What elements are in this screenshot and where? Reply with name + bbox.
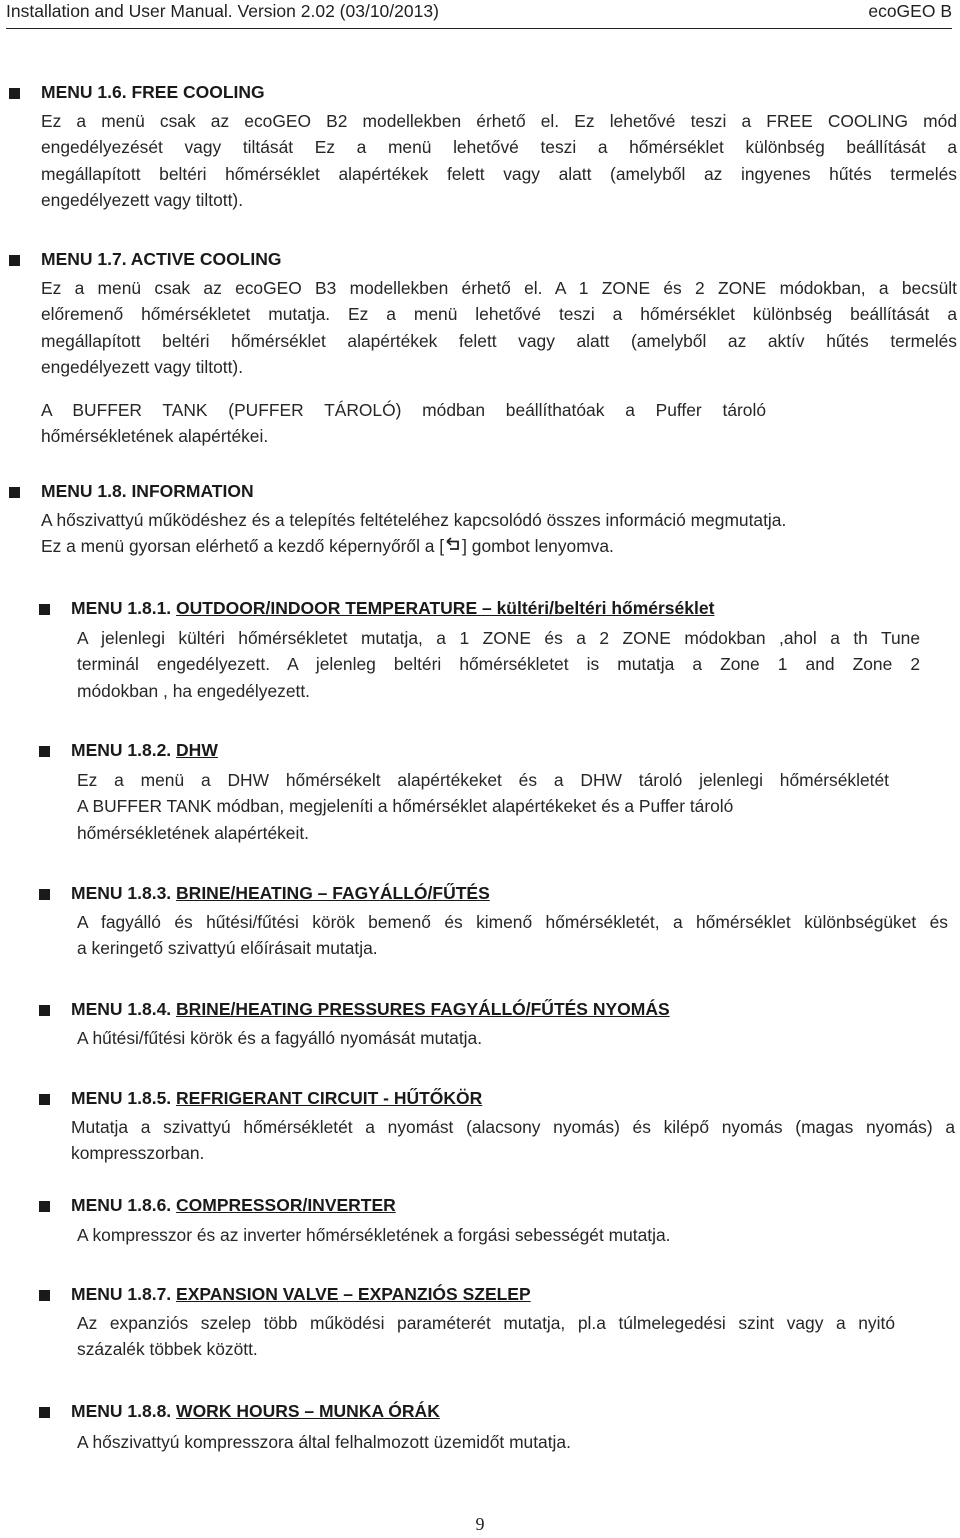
section-heading [71,1284,531,1305]
section-heading: MENU 1.6. FREE COOLING [41,82,265,102]
body-line: kompresszorban. [71,1143,205,1164]
section-body [77,1429,937,1455]
bullet-icon [9,88,20,99]
body-line: százalék többek között. [77,1339,258,1360]
section-body [77,767,889,846]
bullet-icon [39,1005,50,1016]
heading-number: MENU 1.8.3. [71,883,177,903]
body-line: Mutatja a szivattyú hőmérsékletét a nyomást (alacsony nyomás) és kilépő nyomás (magas nyomás) a [71,1117,955,1137]
body-line: módokban , ha engedélyezett. [77,680,311,701]
section-heading [71,999,670,1020]
body-line: A BUFFER TANK (PUFFER TÁROLÓ) módban beállíthatóak a Puffer tároló [41,400,766,420]
heading-title: OUTDOOR/INDOOR TEMPERATURE – kültéri/beltéri hőmérséklet [176,598,715,618]
body-line: A jelenlegi kültéri hőmérsékletet mutatja, a 1 ZONE és a 2 ZONE módokban ,ahol a th Tune [77,628,920,648]
section-body [77,909,948,962]
bullet-icon [39,889,50,900]
heading-number: MENU 1.8.6. [71,1195,177,1215]
section-heading [71,1401,440,1422]
body-line: A hűtési/fűtési körök és a fagyálló nyomását mutatja. [77,1028,483,1048]
body-text: ] gombot lenyomva. [462,536,614,557]
heading-number: MENU 1.8.8. [71,1401,177,1421]
manual-title: Installation and User Manual. Version 2.02 (03/10/2013) [6,1,439,21]
body-line: előremenő hőmérsékletet mutatja. Ez a menü lehetővé teszi a hőmérséklet különbség beállítását a [41,304,957,325]
body-line: A hőszivattyú kompresszora által felhalmozott üzemidőt mutatja. [77,1432,571,1452]
heading-title: REFRIGERANT CIRCUIT - HŰTŐKÖR [176,1088,483,1108]
section-heading: MENU 1.7. ACTIVE COOLING [41,249,282,269]
section-body [77,1222,937,1248]
section-heading [71,1195,396,1216]
bullet-icon [39,1201,50,1212]
heading-title: BRINE/HEATING – FAGYÁLLÓ/FŰTÉS [176,883,490,903]
body-line: engedélyezett vagy tiltott). [41,189,244,210]
body-line: Ez a menü a DHW hőmérsékelt alapértékeket és a DHW tároló jelenlegi hőmérsékletét [77,770,889,790]
heading-title: COMPRESSOR/INVERTER [176,1195,396,1215]
section-body [41,275,957,380]
body-line: Ez a menü csak az ecoGEO B3 modellekben érhető el. A 1 ZONE és 2 ZONE módokban, a becsült [41,278,957,298]
heading-number: MENU 1.8.7. [71,1284,177,1304]
body-line [41,533,941,559]
body-line: hőmérsékletének alapértékei. [41,426,269,447]
body-line: A hőszivattyú működéshez és a telepítés feltételéhez kapcsolódó összes információ megmutatja. [41,510,787,530]
bullet-icon [9,487,20,498]
section-heading [71,740,218,761]
section-body [77,1310,895,1363]
section-body [77,1025,937,1051]
bullet-icon [39,604,50,615]
body-line: megállapított beltéri hőmérséklet alapértékek felett vagy alatt (amelyből az ingyenes hűtés termelés [41,163,957,184]
section-heading: MENU 1.8. INFORMATION [41,481,254,501]
heading-title: DHW [176,740,218,760]
heading-title: EXPANSION VALVE – EXPANZIÓS SZELEP [176,1284,531,1304]
heading-number: MENU 1.8.4. [71,999,177,1019]
body-line: terminál engedélyezett. A jelenleg beltéri hőmérsékletet is mutatja a Zone 1 and Zone 2 [77,654,920,675]
heading-number: MENU 1.8.5. [71,1088,177,1108]
body-line: hőmérsékletének alapértékeit. [77,822,310,843]
body-line: Az expanziós szelep több működési paraméterét mutatja, pl.a túlmelegedési szint vagy a nyitó [77,1313,895,1333]
body-text: Ez a menü gyorsan elérhető a kezdő képernyőről a [ [41,536,445,557]
section-body [71,1114,955,1167]
section-body [77,625,920,704]
bullet-icon [39,1290,50,1301]
bullet-icon [39,1407,50,1418]
body-line: A kompresszor és az inverter hőmérsékletének a forgási sebességét mutatja. [77,1225,671,1245]
heading-title: WORK HOURS – MUNKA ÓRÁK [176,1401,440,1421]
section-heading [71,598,714,619]
body-line: engedélyezését vagy tiltását Ez a menü lehetővé teszi a hőmérséklet különbség beállítását a [41,137,957,158]
section-body [41,507,941,560]
buffer-note [41,397,766,450]
page-header [6,0,952,29]
section-heading [71,883,490,904]
body-line: A BUFFER TANK módban, megjeleníti a hőmérséklet alapértékeket és a Puffer tároló [77,796,734,817]
section-body [41,108,957,213]
back-arrow-icon [445,537,461,554]
product-name: ecoGEO B [868,1,952,21]
body-line: engedélyezett vagy tiltott). [41,356,244,377]
bullet-icon [39,746,50,757]
bullet-icon [9,255,20,266]
body-line: megállapított beltéri hőmérséklet alapértékek felett vagy alatt (amelyből az aktív hűtés termelés [41,330,957,351]
heading-title: BRINE/HEATING PRESSURES FAGYÁLLÓ/FŰTÉS NYOMÁS [176,999,670,1019]
bullet-icon [39,1094,50,1105]
heading-number: MENU 1.8.1. [71,598,177,618]
body-line: a keringető szivattyú előírásait mutatja. [77,938,378,959]
page-number: 9 [475,1514,485,1534]
body-line: A fagyálló és hűtési/fűtési körök bemenő és kimenő hőmérsékletét, a hőmérséklet különbségüket és [77,912,948,932]
heading-number: MENU 1.8.2. [71,740,177,760]
body-line: Ez a menü csak az ecoGEO B2 modellekben érhető el. Ez lehetővé teszi a FREE COOLING mód [41,111,957,131]
section-heading [71,1088,482,1109]
